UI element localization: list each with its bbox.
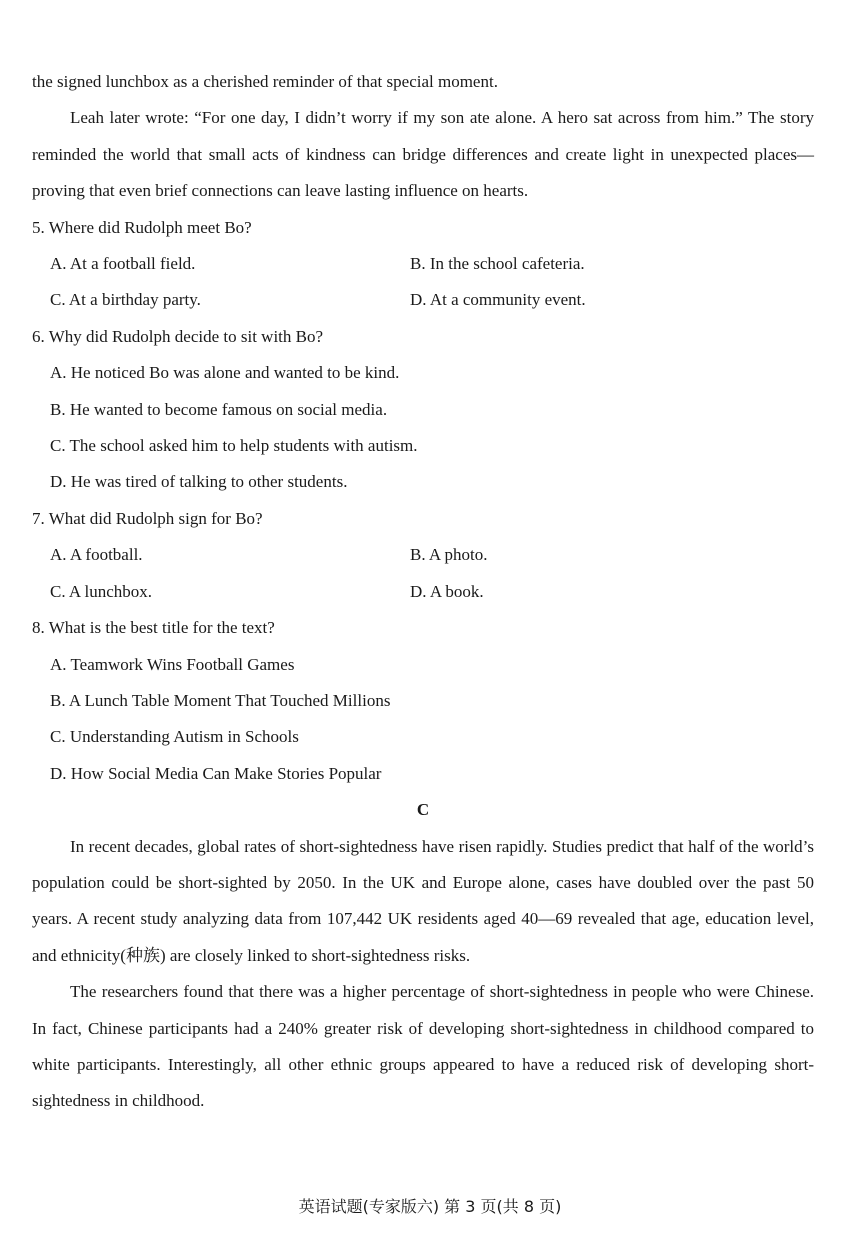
question-6-option-a: A. He noticed Bo was alone and wanted to be kind. (50, 363, 400, 383)
question-7-option-d: D. A book. (410, 581, 484, 601)
passage-b-closing-line: the signed lunchbox as a cherished reminder of that special moment. (32, 72, 498, 91)
question-7-option-c: C. A lunchbox. (50, 581, 153, 601)
section-c-heading: C (416, 800, 430, 820)
question-6-option-c: C. The school asked him to help students with autism. (50, 436, 418, 456)
page-content (32, 64, 814, 1120)
question-6-option-d: D. He was tired of talking to other students. (50, 472, 348, 492)
question-5-options-row-2 (32, 282, 814, 318)
section-c-paragraph-2: The researchers found that there was a higher percentage of short-sightedness in people who were Chinese. In fact, Chinese participants had a 240% greater risk of developing short-sightedness in childhood compared to white participants. Interestingly, all other ethnic groups appeared to have a reduced risk of developing short-sightedness in childhood. (32, 982, 814, 1111)
question-5-options-row-1 (32, 246, 814, 282)
question-5-option-c: C. At a birthday party. (50, 290, 201, 310)
page-footer: 英语试题(专家版六) 第 3 页(共 8 页) (298, 1197, 562, 1216)
question-8-stem: 8. What is the best title for the text? (32, 618, 275, 638)
question-5-option-a: A. At a football field. (50, 254, 196, 274)
question-5-stem: 5. Where did Rudolph meet Bo? (32, 217, 252, 237)
question-8-option-b: B. A Lunch Table Moment That Touched Millions (50, 690, 391, 710)
question-7-option-a: A. A football. (50, 545, 143, 565)
question-7-stem: 7. What did Rudolph sign for Bo? (32, 508, 263, 528)
passage-b-final-paragraph: Leah later wrote: “For one day, I didn’t worry if my son ate alone. A hero sat across from him.” The story reminded the world that small acts of kindness can bridge differences and create light in unexpected places—proving that even brief connections can leave lasting influence on hearts. (32, 108, 814, 201)
section-c-paragraph-1: In recent decades, global rates of short-sightedness have risen rapidly. Studies predict that half of the world’s population could be short-sighted by 2050. In the UK and Europe alone, cases have doubled over the past 50 years. A recent study analyzing data from 107,442 UK residents aged 40—69 revealed that age, education level, and ethnicity(种族) are closely linked to short-sightedness risks. (32, 836, 814, 965)
question-7-options-row-1 (32, 537, 814, 573)
question-7-options-row-2 (32, 574, 814, 610)
question-6-option-b: B. He wanted to become famous on social media. (50, 399, 388, 419)
question-7-option-b: B. A photo. (410, 545, 488, 565)
question-8-option-a: A. Teamwork Wins Football Games (50, 654, 295, 674)
question-6-stem: 6. Why did Rudolph decide to sit with Bo? (32, 326, 324, 346)
question-8-option-d: D. How Social Media Can Make Stories Popular (50, 763, 382, 783)
question-5-option-b: B. In the school cafeteria. (410, 254, 585, 274)
question-8-option-c: C. Understanding Autism in Schools (50, 727, 299, 747)
question-5-option-d: D. At a community event. (410, 290, 586, 310)
